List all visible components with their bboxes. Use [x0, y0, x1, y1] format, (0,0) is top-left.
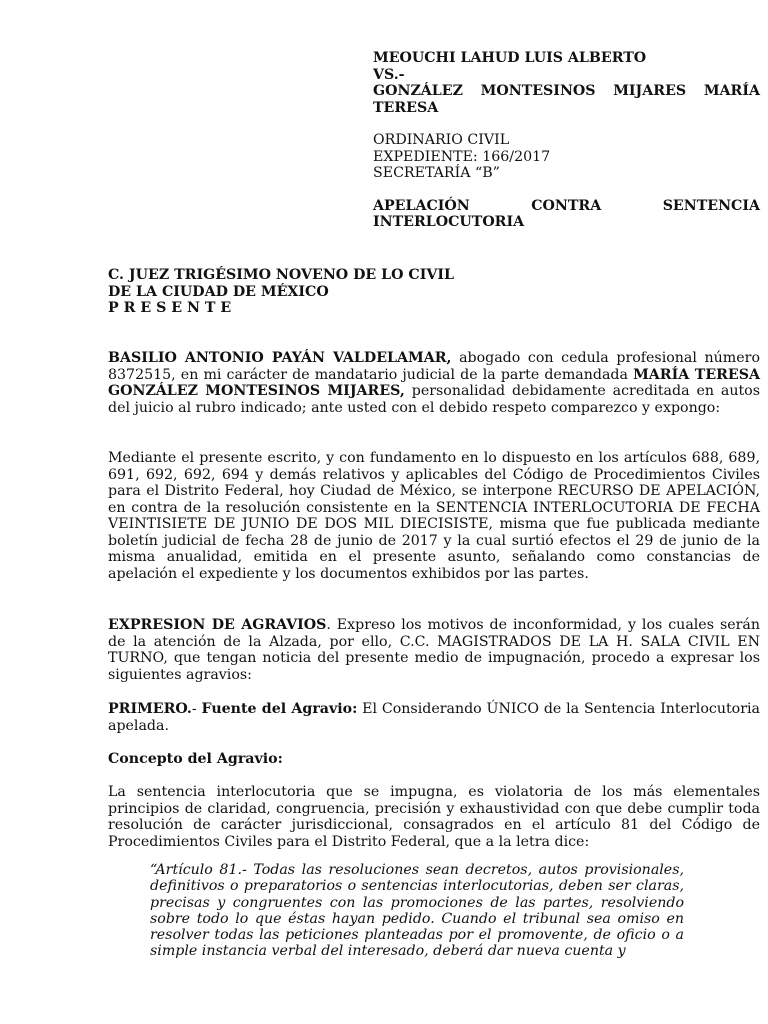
intro-text-1: abogado con cedula profesional número 8372515, en mi carácter de mandatario judicial de la parte demandada [108, 350, 760, 383]
concept-heading-block [108, 751, 760, 768]
grievances-heading: EXPRESION DE AGRAVIOS [108, 617, 327, 633]
grievances-text: . Expreso los motivos de inconformidad, y los cuales serán de la atención de la Alzada, por ello, C.C. MAGISTRADOS DE LA H. SALA CIVIL EN TURNO, que tengan noticia del presente medio de impugnación, procedo a expresar los siguientes agravios: [108, 617, 761, 683]
file-number: EXPEDIENTE: 166/2017 [373, 148, 551, 165]
quote-text: “Artículo 81.- Todas las resoluciones sean decretos, autos provisionales, definitivos o preparatorios o sentencias interlocutorias, deben ser claras, precisas y congruentes con las promociones de las partes, resolviendo sobre todo lo que éstas hayan pedido. Cuando el tribunal sea omiso en resolver todas las peticiones planteadas por el promovente, de oficio o a simple instancia verbal del interesado, deberá dar nueva cuenta y [150, 862, 684, 960]
defendant-name-line2: TERESA [373, 99, 439, 116]
first-text: El Considerando ÚNICO de la Sentencia Interlocutoria apelada. [108, 701, 760, 734]
first-label: PRIMERO. [108, 701, 192, 717]
appeal-paragraph [108, 450, 760, 582]
case-type: ORDINARIO CIVIL [373, 132, 510, 148]
header-spacer [373, 116, 760, 132]
secretariat: SECRETARÍA “B” [373, 165, 500, 181]
article-81-quote [150, 862, 684, 960]
concept-paragraph [108, 784, 760, 850]
addressee-block [108, 267, 454, 317]
case-header [373, 50, 760, 231]
versus-label: VS.- [373, 66, 405, 83]
intro-paragraph [108, 350, 760, 416]
attorney-name: BASILIO ANTONIO PAYÁN VALDELAMAR, [108, 350, 452, 366]
appeal-text: Mediante el presente escrito, y con fundamento en lo dispuesto en los artículos 688, 689, 691, 692, 692, 694 y demás relativos y aplicables del Código de Procedimientos Civiles para el Distrito Federal, hoy Ciudad de México, se interpone RECURSO DE APELACIÓN, en contra de la resolución consistente en la SENTENCIA INTERLOCUTORIA DE FECHA VEINTISIETE DE JUNIO DE DOS MIL DIECISISTE, misma que fue publicada mediante boletín judicial de fecha 28 de junio de 2017 y la cual surtió efectos el 29 de junio de la misma anualidad, emitida en el presente asunto, señalando como constancias de apelación el expediente y los documentos exhibidos por las partes. [108, 450, 760, 582]
plaintiff-name: MEOUCHI LAHUD LUIS ALBERTO [373, 50, 647, 66]
subject-line1: APELACIÓN CONTRA SENTENCIA [373, 197, 760, 214]
intro-text-2: personalidad debidamente acreditada en autos del juicio al rubro indicado; ante usted con el debido respeto comparezco y expongo: [108, 383, 760, 416]
defendant-name-line1: GONZÁLEZ MONTESINOS MIJARES MARÍA [373, 83, 760, 99]
concept-text: La sentencia interlocutoria que se impugna, es violatoria de los más elementales principios de claridad, congruencia, precisión y exhaustividad con que debe cumplir toda resolución de carácter jurisdiccional, consagrados en el artículo 81 del Código de Procedimientos Civiles para el Distrito Federal, que a la letra dice: [108, 784, 760, 850]
header-spacer [373, 182, 760, 198]
subject-line2: INTERLOCUTORIA [373, 214, 525, 230]
grievances-paragraph [108, 617, 760, 683]
source-label: Fuente del Agravio: [201, 701, 358, 717]
concept-heading: Concepto del Agravio: [108, 751, 283, 767]
first-grievance-paragraph [108, 701, 760, 734]
defendant-party-name: MARÍA TERESA GONZÁLEZ MONTESINOS MIJARES, [108, 366, 760, 399]
addressee-line3: P R E S E N T E [108, 300, 232, 316]
addressee-line2: DE LA CIUDAD DE MÉXICO [108, 283, 329, 300]
addressee-line1: C. JUEZ TRIGÉSIMO NOVENO DE LO CIVIL [108, 267, 454, 283]
first-dash: - [191, 701, 202, 717]
